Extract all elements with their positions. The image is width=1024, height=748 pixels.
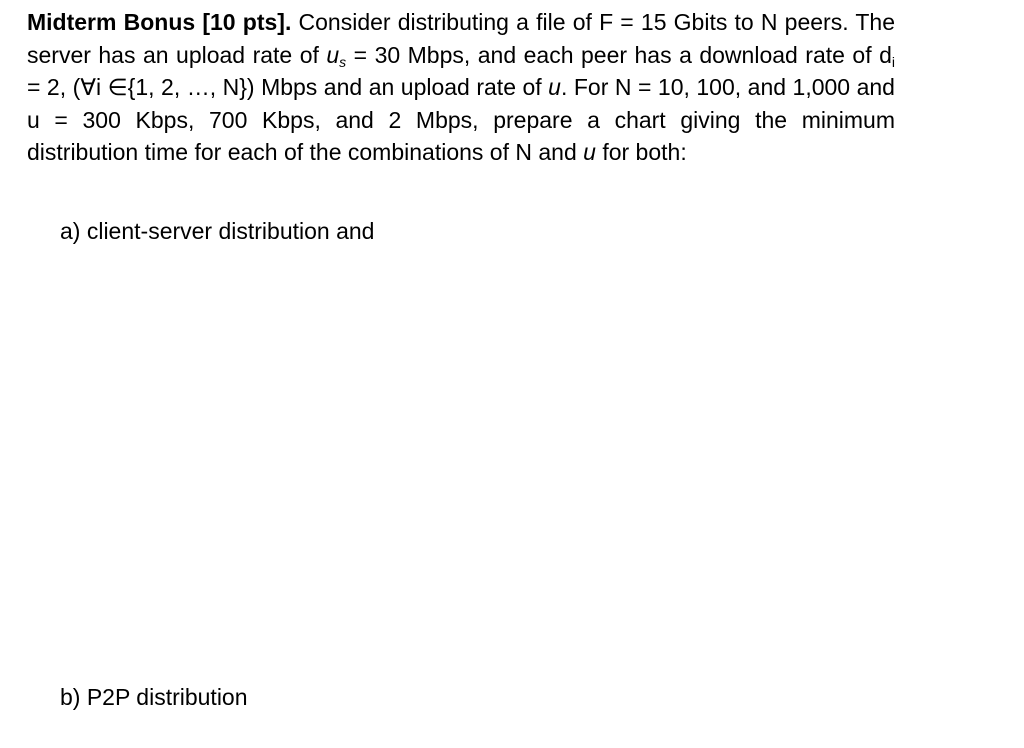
peer-upload-var: u: [548, 74, 561, 101]
question-segment-2: = 30 Mbps, and each peer has a download rate of d: [346, 41, 892, 68]
question-segment-3: = 2, (∀i ∈{1, 2, …, N}) Mbps and an upload rate of: [27, 74, 549, 101]
question-segment-5: for both:: [595, 139, 687, 166]
question-text: [27, 6, 895, 169]
part-b-label: b) P2P distribution: [60, 684, 248, 710]
part-a-label: a) client-server distribution and: [60, 218, 375, 244]
question-segment-4: . For N = 10, 100, and 1,000 and u = 300 Kbps, 700 Kbps, and 2 Mbps, prepare a chart giving the minimum distribution time for each of the combinations of N and: [27, 74, 895, 166]
question-heading: Midterm Bonus [10 pts].: [27, 9, 292, 35]
server-upload-var: u: [326, 41, 340, 68]
peer-upload-var-2: u: [583, 139, 596, 166]
download-rate-subscript: i: [891, 53, 896, 70]
question-segment-1: Consider distributing a file of F = 15 Gbits to N peers. The server has an upload rate of: [27, 9, 895, 68]
server-upload-subscript: s: [339, 53, 347, 70]
